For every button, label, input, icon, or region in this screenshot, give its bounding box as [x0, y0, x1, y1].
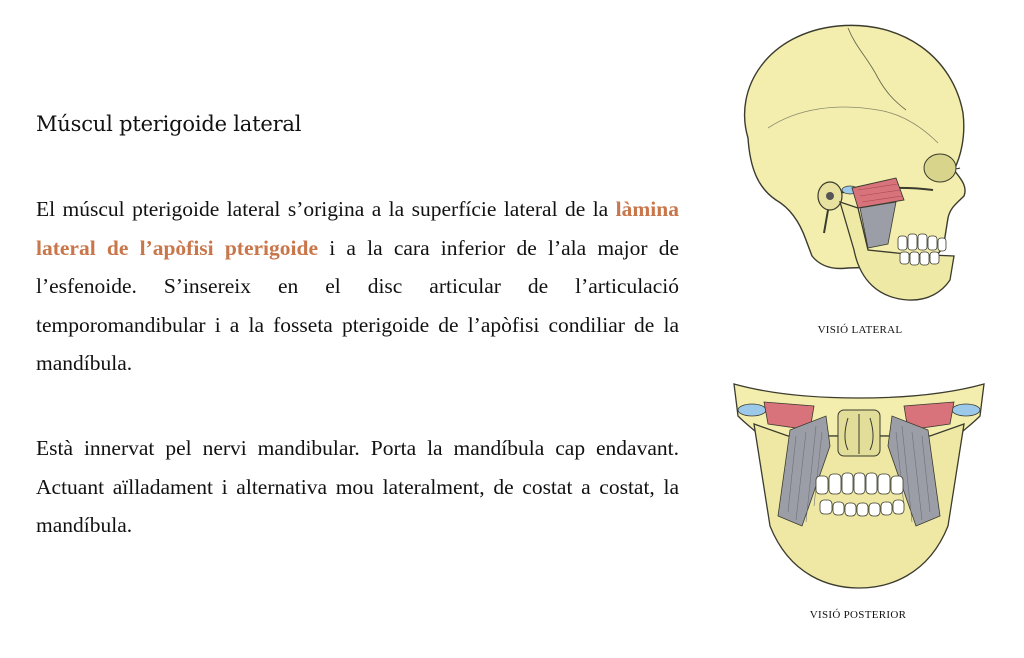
posterior-view-caption: VISIÓ POSTERIOR	[809, 609, 907, 621]
innervation-paragraph: Està innervat pel nervi mandibular. Porta la mandíbula cap endavant. Actuant aïlladament i alternativa mou lateralment, de costat a costat, la mandíbula.	[36, 436, 679, 537]
page-title: Múscul pterigoide lateral	[36, 112, 302, 136]
pterygoid-plate-link[interactable]: làmina lateral de l’apòfisi pterigoide	[36, 197, 679, 260]
description-paragraph	[36, 190, 679, 383]
paragraph-text-end: i a la cara inferior de l’ala major de l’esfenoide. S’insereix en el disc articular de l’articulació temporomandibular i a la fosseta pterigoide de l’apòfisi condiliar de la mandíbula.	[36, 235, 679, 375]
lateral-view-caption: VISIÓ LATERAL	[817, 324, 903, 336]
posterior-view-skull-illustration	[730, 376, 988, 598]
lateral-view-skull-illustration	[728, 18, 978, 318]
paragraph-text-start: El múscul pterigoide lateral s’origina a la superfície lateral de la	[36, 197, 616, 221]
teeth	[898, 234, 946, 265]
